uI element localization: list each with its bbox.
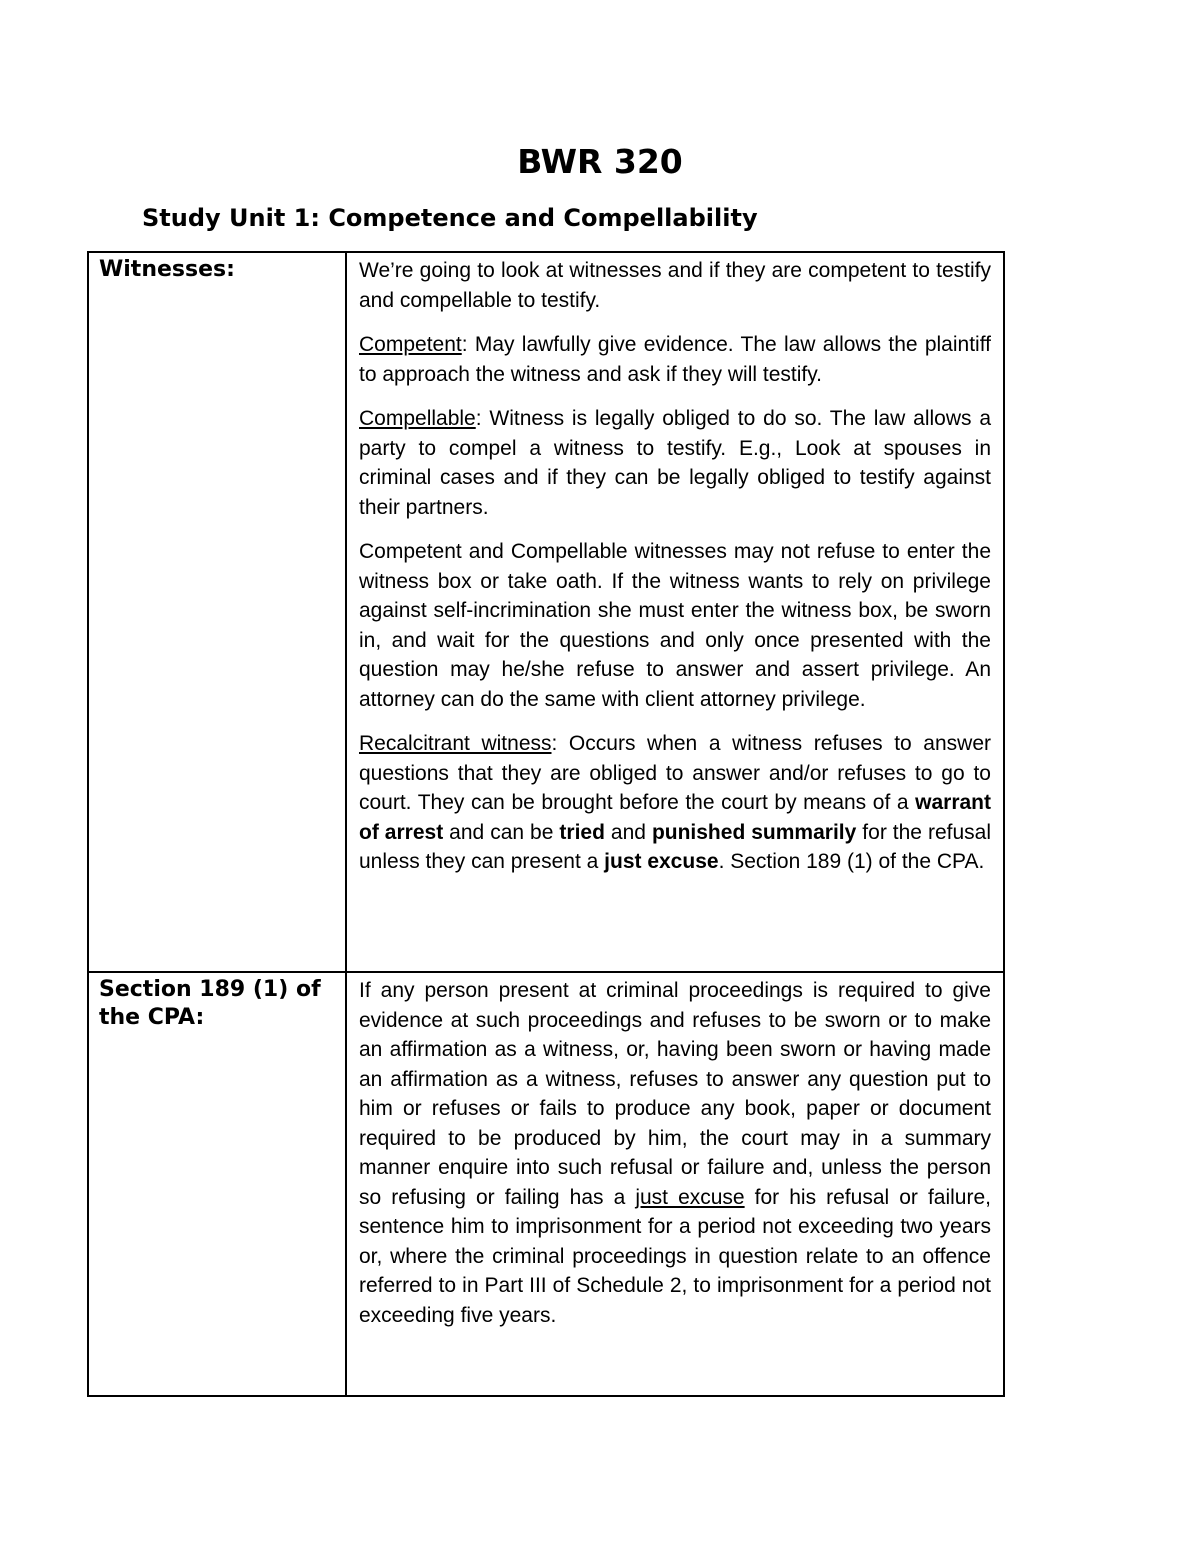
paragraph [359, 330, 991, 389]
paragraph [359, 976, 991, 1330]
text-run: just excuse [635, 1185, 745, 1209]
text-run: If any person present at criminal proceedings is required to give evidence at such proceedings and refuses to be sworn or to make an affirmation as a witness, or, having been sworn or having made an affirmation as a witness, refuses to answer any question put to him or refuses or fails to produce any book, paper or document required to be produced by him, the court may in a summary manner enquire into such refusal or failure and, unless the person so refusing or failing has a [359, 979, 991, 1209]
text-run: Competent and Compellable witnesses may not refuse to enter the witness box or take oath. If the witness wants to rely on privilege against self-incrimination she must enter the witness box, be sworn in, and wait for the questions and only once presented with the question may he/she refuse to answer and assert privilege. An attorney can do the same with client attorney privilege. [359, 540, 991, 711]
paragraph [359, 256, 991, 315]
text-run: just excuse [604, 850, 719, 873]
paragraph [359, 537, 991, 714]
subtitle-prefix: Study Unit 1: [142, 204, 329, 232]
text-run: Competent [359, 333, 462, 356]
row-content [346, 252, 1004, 972]
document-title: BWR 320 [517, 142, 683, 181]
text-run: : Occurs when a witness refuses to answer questions that they are obliged to answer and/or refuses to go to court. They can be brought before the court by means of a [359, 732, 991, 814]
row-label: Witnesses: [88, 252, 346, 972]
text-run: tried [559, 820, 605, 844]
subtitle-topic: Competence and Compellability [328, 204, 758, 232]
row-label: Section 189 (1) of the CPA: [88, 972, 346, 1396]
text-run: Compellable [359, 407, 476, 430]
text-run: for his refusal or failure, sentence him to imprisonment for a period not exceeding two years or, where the criminal proceedings in question relate to an offence referred to in Part III of Schedule 2, to imprisonment for a period not exceeding five years. [359, 1185, 991, 1327]
text-run: and [604, 820, 652, 844]
table-row-section-189 [88, 972, 1004, 1396]
text-run: We’re going to look at witnesses and if they are competent to testify and compellable to testify. [359, 259, 991, 312]
text-run: : Witness is legally obliged to do so. The law allows a party to compel a witness to testify. E.g., Look at spouses in criminal cases and if they can be legally obliged to testify against their partners. [359, 407, 991, 519]
table-row-witnesses [88, 252, 1004, 972]
text-run: punished summarily [651, 820, 857, 844]
paragraph [359, 729, 991, 877]
text-run: : May lawfully give evidence. The law allows the plaintiff to approach the witness and ask if they will testify. [359, 333, 991, 386]
text-run: warrant of arrest [359, 791, 991, 844]
text-run: and can be [443, 820, 560, 844]
paragraph [359, 404, 991, 522]
document-subtitle [142, 201, 758, 235]
text-run: for the refusal unless they can present a [359, 820, 992, 873]
text-run: Recalcitrant witness [359, 732, 552, 755]
text-run: . Section 189 (1) of the CPA. [718, 850, 985, 873]
row-content [346, 972, 1004, 1396]
study-notes-table [87, 251, 1005, 1397]
